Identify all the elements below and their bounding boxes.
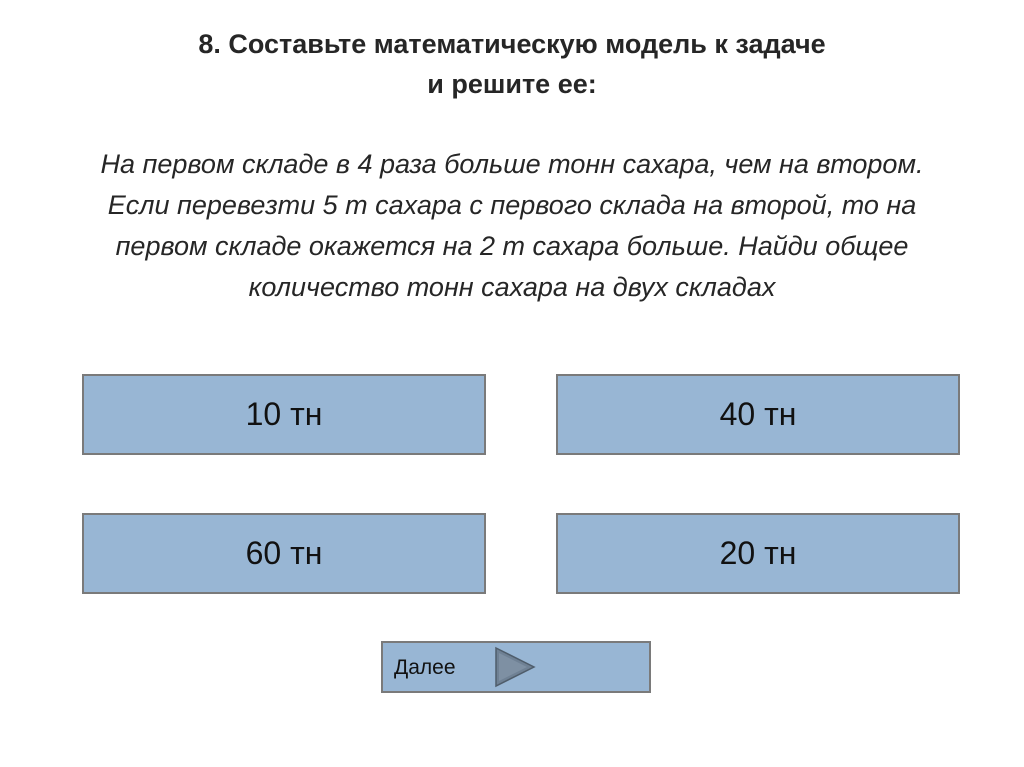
next-button[interactable]: [381, 641, 651, 693]
answer-button-40[interactable]: [556, 374, 960, 455]
play-triangle-icon: [493, 646, 537, 688]
answer-label: 10 тн: [245, 396, 323, 432]
question-title-line-2: и решите ее:: [427, 69, 597, 99]
answer-label: 60 тн: [245, 535, 323, 571]
answer-button-60[interactable]: [82, 513, 486, 594]
answer-label: 40 тн: [719, 396, 797, 432]
answer-button-10[interactable]: [82, 374, 486, 455]
answer-button-20[interactable]: [556, 513, 960, 594]
next-button-label: Далее: [394, 656, 456, 679]
question-title: [120, 24, 904, 104]
answer-label: 20 тн: [719, 535, 797, 571]
question-title-line-1: 8. Составьте математическую модель к задаче: [198, 29, 826, 59]
problem-text: На первом складе в 4 раза больше тонн сахара, чем на втором. Если перевезти 5 т сахара с первого склада на второй, то на первом складе окажется на 2 т сахара больше. Найди общее количество тонн сахара на двух складах: [100, 149, 924, 302]
